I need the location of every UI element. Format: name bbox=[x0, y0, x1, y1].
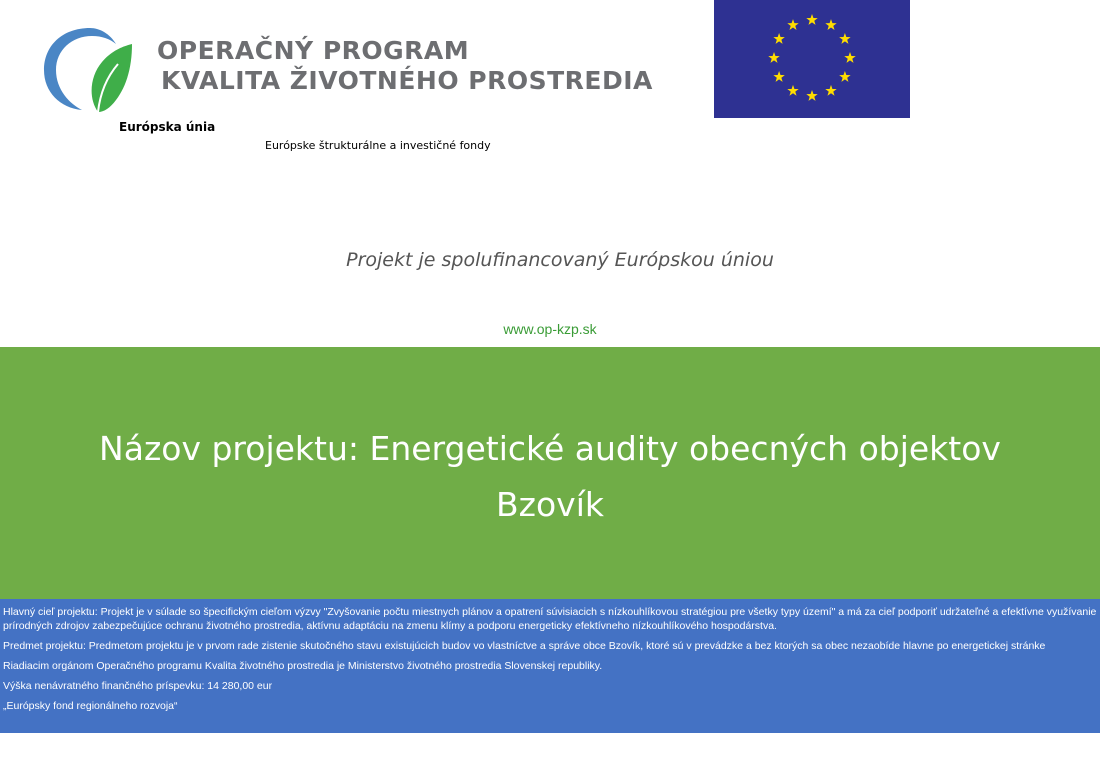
project-details-panel bbox=[0, 599, 1100, 733]
eu-flag-icon bbox=[714, 0, 910, 118]
program-title bbox=[157, 36, 653, 96]
project-goal: Hlavný cieľ projektu: Projekt je v súlade so špecifickým cieľom výzvy "Zvyšovanie počtu miestnych plánov a opatrení súvisiacich s nízkouhlíkovou stratégiou pre všetky typy území" a má za cieľ podporiť udržateľné a efektívne využívanie prírodných zdrojov zabezpečujúce ochranu životného prostredia, aktívnu adaptáciu na zmenu klímy a podporu energeticky efektívneho nízkouhlíkového hospodárstva. bbox=[3, 606, 1097, 632]
cofinanced-text: Projekt je spolufinancovaný Európskou úniou bbox=[346, 249, 774, 271]
managing-authority: Riadiacim orgánom Operačného programu Kvalita životného prostredia je Ministerstvo životného prostredia Slovenskej republiky. bbox=[3, 660, 603, 672]
grant-amount: Výška nenávratného finančného príspevku: 14 280,00 eur bbox=[3, 680, 273, 692]
project-name-line1: Názov projektu: Energetické audity obecných objektov bbox=[99, 429, 1001, 468]
eu-label: Európska únia bbox=[119, 120, 216, 134]
op-kzp-leaf-logo-icon bbox=[40, 20, 138, 116]
fund-name: „Európsky fond regionálneho rozvoja“ bbox=[3, 700, 178, 712]
program-title-line2: KVALITA ŽIVOTNÉHO PROSTREDIA bbox=[161, 66, 653, 95]
program-title-line1: OPERAČNÝ PROGRAM bbox=[157, 36, 470, 65]
fund-label: Európske štrukturálne a investičné fondy bbox=[265, 139, 491, 152]
project-name-line2: Bzovík bbox=[496, 485, 604, 524]
website-link[interactable]: www.op-kzp.sk bbox=[503, 321, 597, 337]
project-subject: Predmet projektu: Predmetom projektu je v prvom rade zistenie skutočného stavu existujúcich budov vo vlastníctve a správe obce Bzovík, ktoré sú v prevádzke a bez ktorých sa obec nezaobíde hlavne po energetickej stránke bbox=[3, 640, 1046, 652]
project-name-panel bbox=[0, 347, 1100, 599]
project-name bbox=[20, 421, 1080, 533]
